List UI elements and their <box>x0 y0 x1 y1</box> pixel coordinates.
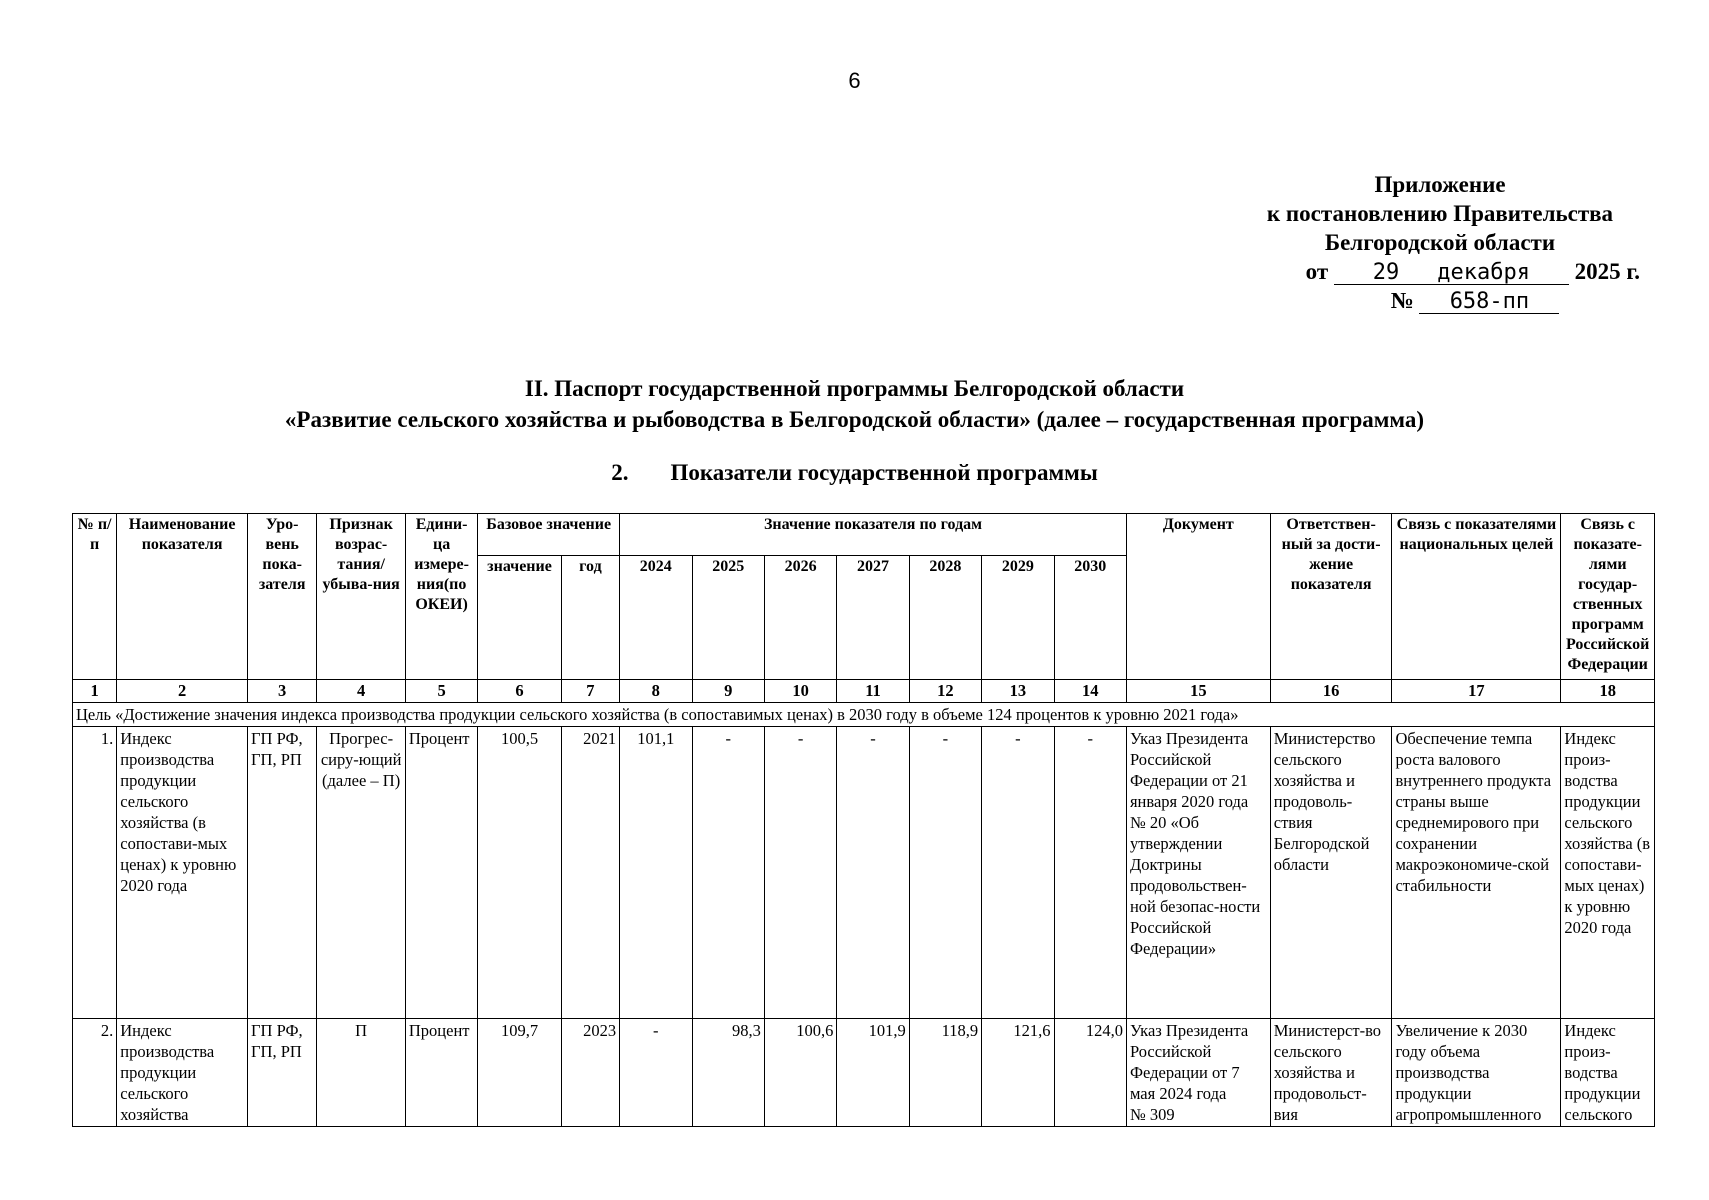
header-link-national: Связь с показателями национальных целей <box>1392 514 1561 680</box>
column-number: 14 <box>1054 680 1126 703</box>
date-day: 29 <box>1372 260 1400 285</box>
header-responsible: Ответствен-ный за дости-жение показателя <box>1270 514 1392 680</box>
row-value: 101,9 <box>837 1019 909 1127</box>
header-year: 2026 <box>764 556 836 680</box>
row-document: Указ Президента Российской Федерации от 21 января 2020 года № 20 «Об утверждении Доктрины продовольствен-ной безопас-ности Российской Федерации» <box>1126 727 1270 1019</box>
column-number: 17 <box>1392 680 1561 703</box>
header-base-value: значение <box>478 556 561 680</box>
row-value: - <box>1054 727 1126 1019</box>
row-value: - <box>620 1019 692 1127</box>
row-link-national: Обеспечение темпа роста валового внутреннего продукта страны выше среднемирового при сохранении макроэкономиче-ской стабильности <box>1392 727 1561 1019</box>
date-month: декабря <box>1437 260 1530 285</box>
row-level: ГП РФ, ГП, РП <box>247 1019 316 1127</box>
column-number: 7 <box>561 680 619 703</box>
row-base-value: 100,5 <box>478 727 561 1019</box>
row-link-programs: Индекс произ-водства продукции сельского хозяйства (в сопостави-мых ценах) к уровню 2020 года <box>1561 727 1655 1019</box>
header-year: 2028 <box>909 556 981 680</box>
row-base-year: 2023 <box>561 1019 619 1127</box>
appendix-decree: к постановлению Правительства <box>1266 201 1614 226</box>
header-year: 2025 <box>692 556 764 680</box>
appendix-title: Приложение <box>1374 172 1506 197</box>
column-number: 2 <box>117 680 248 703</box>
header-sign: Признак возрас-тания/ убыва-ния <box>317 514 406 680</box>
column-number: 6 <box>478 680 561 703</box>
indicators-table <box>72 513 1655 1127</box>
number-prefix: № <box>1390 288 1414 313</box>
row-value: 100,6 <box>764 1019 836 1127</box>
row-value: - <box>837 727 909 1019</box>
column-number: 10 <box>764 680 836 703</box>
table-row <box>73 1019 1655 1127</box>
row-unit: Процент <box>405 1019 477 1127</box>
column-number: 1 <box>73 680 117 703</box>
date-fill <box>1334 262 1569 285</box>
header-year: 2030 <box>1054 556 1126 680</box>
date-year: 2025 г. <box>1574 259 1640 284</box>
row-sign: П <box>317 1019 406 1127</box>
document-title <box>0 373 1709 435</box>
column-numbers-row <box>73 680 1655 703</box>
row-responsible: Министерст-во сельского хозяйства и продовольст-вия <box>1270 1019 1392 1127</box>
row-value: - <box>764 727 836 1019</box>
appendix-number <box>1240 286 1640 315</box>
column-number: 5 <box>405 680 477 703</box>
column-number: 15 <box>1126 680 1270 703</box>
row-unit: Процент <box>405 727 477 1019</box>
row-value: - <box>982 727 1054 1019</box>
appendix-date <box>1240 257 1640 286</box>
row-link-programs: Индекс произ-водства продукции сельского <box>1561 1019 1655 1127</box>
column-number: 8 <box>620 680 692 703</box>
row-document-text: Указ Президента Российской Федерации от 7 мая 2024 <box>1129 1021 1249 1103</box>
row-document-number: № 309 <box>1129 1105 1175 1124</box>
goal-row: Цель «Достижение значения индекса производства продукции сельского хозяйства (в сопоставимых ценах) в 2030 году в объеме 124 процентов к уровню 2021 года» <box>73 703 1655 727</box>
row-responsible: Министерство сельского хозяйства и продоволь-ствия Белгородской области <box>1270 727 1392 1019</box>
header-link-programs: Связь с показате-лями государ-ственных программ Российской Федерации <box>1561 514 1655 680</box>
number-value: 658-пп <box>1419 291 1559 314</box>
header-num: № п/п <box>73 514 117 680</box>
row-indicator-name: Индекс производства продукции сельского хозяйства <box>117 1019 248 1127</box>
row-value: - <box>909 727 981 1019</box>
row-base-value: 109,7 <box>478 1019 561 1127</box>
header-base: Базовое значение <box>478 514 620 556</box>
header-base-year: год <box>561 556 619 680</box>
row-indicator-name: Индекс производства продукции сельского хозяйства (в сопостави-мых ценах) к уровню 2020 года <box>117 727 248 1019</box>
section-heading <box>0 460 1709 486</box>
row-document-year: года <box>1196 1084 1227 1103</box>
header-year: 2027 <box>837 556 909 680</box>
title-line-2: «Развитие сельского хозяйства и рыбоводства в Белгородской области» (далее – государственная программа) <box>284 407 1425 432</box>
column-number: 4 <box>317 680 406 703</box>
row-value: 124,0 <box>1054 1019 1126 1127</box>
section-number: 2. <box>611 460 629 485</box>
column-number: 18 <box>1561 680 1655 703</box>
column-number: 9 <box>692 680 764 703</box>
row-value: 121,6 <box>982 1019 1054 1127</box>
row-base-year: 2021 <box>561 727 619 1019</box>
appendix-block <box>1240 170 1640 315</box>
row-value: 118,9 <box>909 1019 981 1127</box>
page-number: 6 <box>848 68 861 93</box>
row-document <box>1126 1019 1270 1127</box>
header-years-group: Значение показателя по годам <box>620 514 1127 556</box>
column-number: 16 <box>1270 680 1392 703</box>
title-line-1: II. Паспорт государственной программы Белгородской области <box>524 376 1185 401</box>
row-link-national: Увеличение к 2030 году объема производства продукции агропромышленного <box>1392 1019 1561 1127</box>
column-number: 13 <box>982 680 1054 703</box>
date-prefix: от <box>1305 259 1329 284</box>
row-value: - <box>692 727 764 1019</box>
row-sign: Прогрес-сиру-ющий (далее – П) <box>317 727 406 1019</box>
row-value: 98,3 <box>692 1019 764 1127</box>
section-title: Показатели государственной программы <box>670 460 1098 485</box>
row-level: ГП РФ, ГП, РП <box>247 727 316 1019</box>
header-document: Документ <box>1126 514 1270 680</box>
row-value: 101,1 <box>620 727 692 1019</box>
column-number: 3 <box>247 680 316 703</box>
header-year: 2029 <box>982 556 1054 680</box>
header-unit: Едини-ца измере-ния(по ОКЕИ) <box>405 514 477 680</box>
appendix-region: Белгородской области <box>1324 230 1556 255</box>
table-row <box>73 727 1655 1019</box>
header-year: 2024 <box>620 556 692 680</box>
column-number: 11 <box>837 680 909 703</box>
header-name: Наименование показателя <box>117 514 248 680</box>
column-number: 12 <box>909 680 981 703</box>
row-num: 1. <box>73 727 117 1019</box>
row-num: 2. <box>73 1019 117 1127</box>
header-level: Уро-вень пока-зателя <box>247 514 316 680</box>
